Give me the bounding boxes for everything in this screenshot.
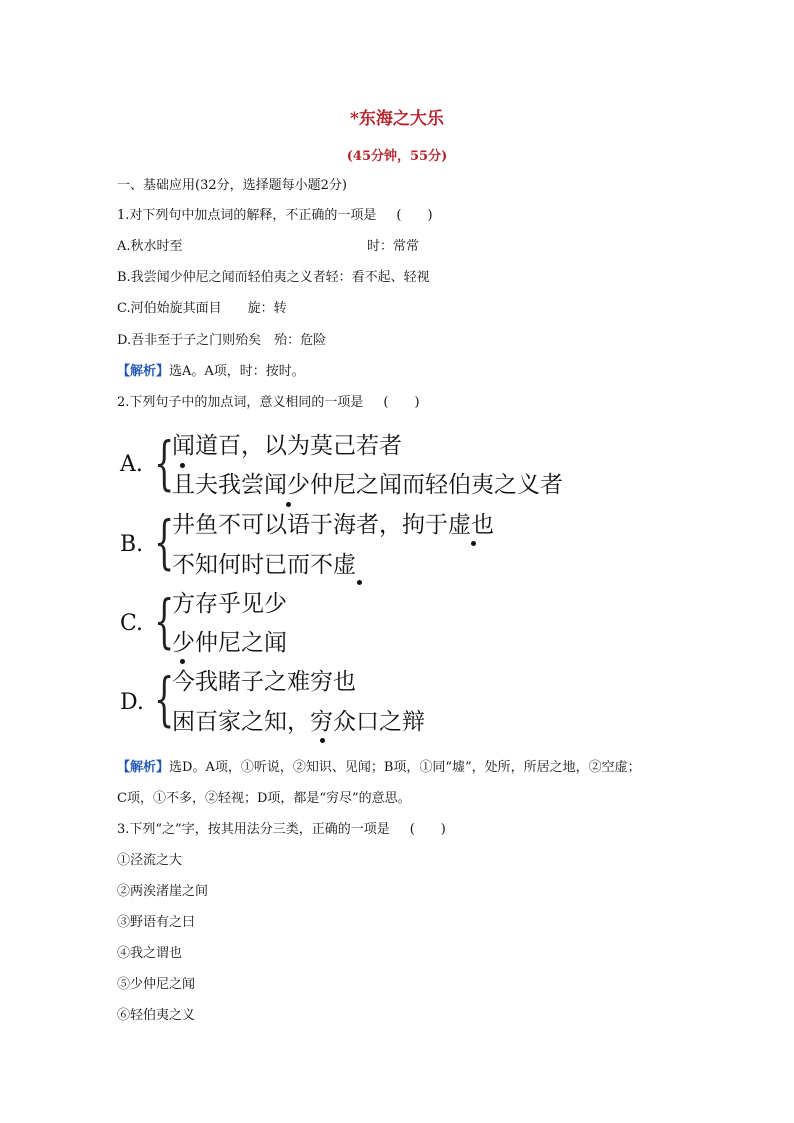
analysis-tag: 【解析】 <box>117 760 170 775</box>
question-2-analysis-continued: C项，①不多，②轻视；D项，都是“穷尽”的意思。 <box>117 791 411 806</box>
option-a-brace: { <box>154 429 175 497</box>
option-c-line-1: 方存乎见少 <box>172 591 287 617</box>
answer-parentheses: ( ) <box>409 822 446 837</box>
option-b-line-2: 不知何时已而不虚 <box>172 552 356 578</box>
option-a-letter: A. <box>120 452 143 477</box>
option-b-letter: B. <box>120 532 144 557</box>
option-d-brace: { <box>154 665 175 733</box>
question-1-option-b: B.我尝闻少仲尼之闻而轻伯夷之义者轻：看不起、轻视 <box>117 270 430 285</box>
question-3-stem <box>117 821 446 839</box>
question-2-analysis <box>117 759 641 777</box>
question-3-item: ②两涘渚崖之间 <box>117 884 209 899</box>
question-3-item: ①泾流之大 <box>117 853 183 868</box>
emphasis-dot <box>180 659 185 664</box>
option-c-brace: { <box>154 587 175 655</box>
analysis-text: 选A。A项，时：按时。 <box>169 364 305 379</box>
option-a-line-2: 且夫我尝闻少仲尼之闻而轻伯夷之义者 <box>172 472 563 498</box>
answer-parentheses: ( ) <box>383 395 420 410</box>
page-title: *东海之大乐 <box>350 109 444 129</box>
emphasis-dot <box>471 541 476 546</box>
question-2-stem <box>117 394 420 412</box>
question-1-stem <box>117 207 433 225</box>
option-d-line-1: 今我睹子之难穷也 <box>172 669 356 695</box>
section-heading: 一、基础应用(32分，选择题每小题2分) <box>117 178 347 193</box>
analysis-text: 选D。A项，①听说，②知识、见闻；B项，①同“墟”，处所，所居之地，②空虚； <box>169 760 641 775</box>
option-explanation: 时：常常 <box>367 239 420 254</box>
answer-parentheses: ( ) <box>396 208 433 223</box>
option-d-letter: D. <box>120 690 144 715</box>
question-1-analysis <box>117 363 305 381</box>
question-3-item: ⑥轻伯夷之义 <box>117 1008 196 1023</box>
option-c-line-2: 少仲尼之闻 <box>172 630 287 656</box>
question-stem-text: 2.下列句子中的加点词，意义相同的一项是 <box>117 395 364 410</box>
emphasis-dot <box>320 738 325 743</box>
emphasis-dot <box>286 502 291 507</box>
option-a-line-1: 闻道百，以为莫己若者 <box>172 433 402 459</box>
option-b-line-1: 井鱼不可以语于海者，拘于虚也 <box>172 512 494 538</box>
question-1-option-a <box>117 238 420 256</box>
page-subtitle: (45分钟，55分) <box>346 149 448 164</box>
question-stem-text: 3.下列“之”字，按其用法分三类，正确的一项是 <box>117 822 390 837</box>
question-1-option-d: D.吾非至于子之门则殆矣 殆：危险 <box>117 333 327 348</box>
question-3-item: ③野语有之曰 <box>117 915 196 930</box>
analysis-tag: 【解析】 <box>117 364 170 379</box>
question-1-option-c: C.河伯始旋其面目 旋：转 <box>117 301 287 316</box>
emphasis-dot <box>180 463 185 468</box>
option-text: A.秋水时至 <box>117 239 183 254</box>
question-stem-text: 1.对下列句中加点词的解释，不正确的一项是 <box>117 208 377 223</box>
question-3-item: ④我之谓也 <box>117 946 183 961</box>
emphasis-dot <box>357 580 362 585</box>
option-d-line-2: 困百家之知，穷众口之辩 <box>172 709 425 735</box>
option-b-brace: { <box>154 508 175 576</box>
question-3-item: ⑤少仲尼之闻 <box>117 977 196 992</box>
option-c-letter: C. <box>120 611 144 636</box>
